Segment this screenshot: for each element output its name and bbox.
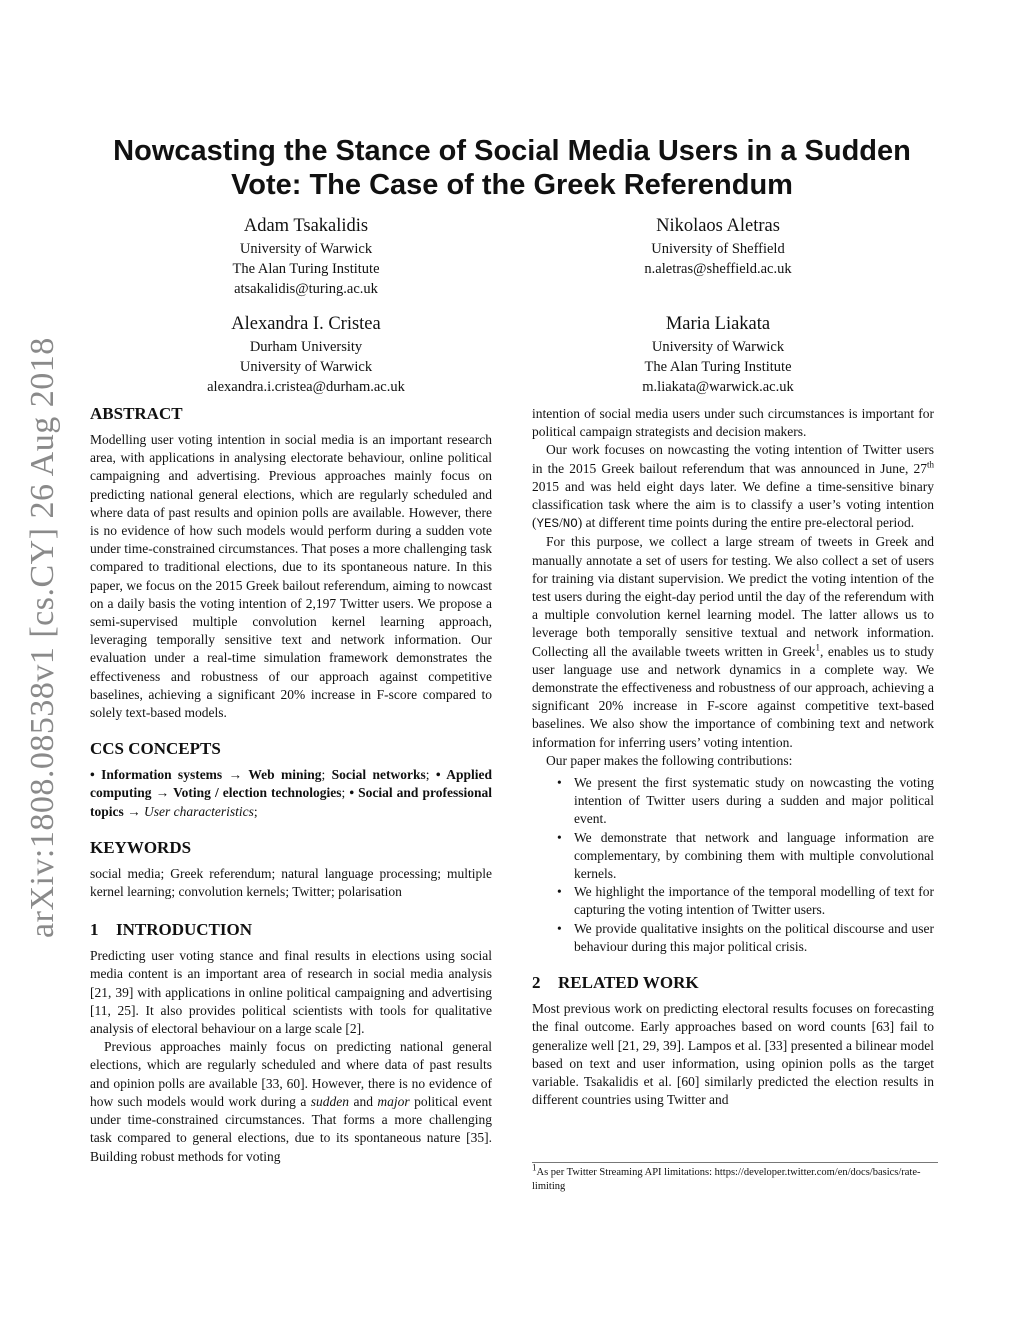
paper-title: Nowcasting the Stance of Social Media Users in a Sudden Vote: The Case of the Greek Referendum <box>113 135 911 201</box>
author-affiliation: University of Warwick <box>651 339 785 355</box>
intro-paragraph: Predicting user voting stance and final results in elections using social media content is an important area of research in social media analysis [21, 39] with applications in online political campaigning and advertising [11, 25]. It also provides political scientists with tools for qualitative analysis of electoral behaviour on a large scale [2]. <box>90 948 492 1037</box>
intro-paragraph: For this purpose, we collect a large stream of tweets in Greek and manually annotate a set of users for testing. We also collect a set of users for training via distant supervision. We predict the voting intention of the test users during the eight-day period until the day of the referendum with a multiple convolution kernel learning model. The latter allows us to leverage both temporally sensitive textual and network information. Collecting all the available tweets written in Greek$^1$, enables us to study user language use and network dynamics in a complete way. We demonstrate the effectiveness and robustness of our approach, achieving a significant 20% increase in F-score against competitive text-based baselines. We also show the importance of combining text and network information for inferring users’ voting intention. <box>532 534 934 750</box>
abstract-text: Modelling user voting intention in social media is an important research area, with applications in analysing electorate behaviour, online political campaigning and advertising. Previous approaches mainly focus on predicting national general elections, which are regularly scheduled and where data of past results and opinion polls are available. However, there is no evidence of how such models would perform during a sudden vote under time-constrained circumstances. That poses a more challenging task compared to traditional elections, due to its spontaneous nature. In this paper, we focus on the 2015 Greek bailout referendum, aiming to nowcast on a daily basis the voting intention of 2,197 Twitter users. We propose a semi-supervised multiple convolution kernel learning approach, leveraging temporally sensitive text and network information. Our evaluation under a real-time simulation framework demonstrates the effectiveness and robustness of our approach against competitive baselines, achieving a significant 20% increase in F-score compared to solely text-based models. <box>90 432 492 721</box>
author-email: alexandra.i.cristea@durham.ac.uk <box>207 379 405 395</box>
footnote: $^1$As per Twitter Streaming API limitations: https://developer.twitter.com/en/docs/basics/rate-limiting <box>532 1162 938 1194</box>
author-affiliation: University of Warwick <box>239 359 373 375</box>
arxiv-stamp: arXiv:1808.08538v1 [cs.CY] 26 Aug 2018 <box>24 337 61 938</box>
ccs-heading: CCS CONCEPTS <box>90 739 221 759</box>
author-affiliation: Durham University <box>249 339 363 355</box>
author-block <box>146 214 466 299</box>
author-email: n.aletras@sheffield.ac.uk <box>644 261 792 277</box>
list-item: • We provide qualitative insights on the political discourse and user behaviour during this major political crisis. <box>574 920 934 956</box>
contributions-list <box>532 774 934 956</box>
list-item: • We present the first systematic study on nowcasting the voting intention of Twitter users during a sudden and major political event. <box>574 774 934 829</box>
author-name: Maria Liakata <box>665 314 771 334</box>
related-heading: 2 RELATED WORK <box>532 973 699 993</box>
author-email: atsakalidis@turing.ac.uk <box>234 281 378 297</box>
author-block <box>558 312 878 397</box>
contributions-intro: Our paper makes the following contributions: <box>546 752 793 768</box>
author-block <box>558 214 878 279</box>
intro-paragraph: Our work focuses on nowcasting the voting intention of Twitter users in the 2015 Greek bailout referendum that was announced in June, 27th 2015 and was held eight days later. We define a time-sensitive binary classification task where the aim is to classify a user’s voting intention (YES/NO) at different time points during the entire pre-electoral period. <box>532 442 934 532</box>
intro-paragraph: intention of social media users under such circumstances is important for political campaign strategists and decision makers. <box>532 406 934 440</box>
left-column <box>90 403 492 1166</box>
right-column <box>532 405 934 1109</box>
keywords-text: social media; Greek referendum; natural language processing; multiple kernel learning; convolution kernels; Twitter; polarisation <box>90 865 492 900</box>
author-affiliation: The Alan Turing Institute <box>232 261 380 277</box>
author-email: m.liakata@warwick.ac.uk <box>642 379 794 395</box>
author-affiliation: University of Warwick <box>239 241 373 257</box>
related-paragraph: Most previous work on predicting electoral results focuses on forecasting the final outcome. Early approaches based on word counts [63] fail to generalize well [21, 29, 39]. Lampos et al. [33] presented a bilinear model based on text and user information, using opinion polls as the target variable. Tsakalidis et al. [60] similarly predicted the election results in different countries using Twitter and <box>532 1001 934 1108</box>
list-item: • We highlight the importance of the temporal modelling of text for capturing the voting intention of Twitter users. <box>574 883 934 919</box>
author-name: Nikolaos Aletras <box>656 216 780 236</box>
intro-paragraph: Previous approaches mainly focus on predicting national general elections, which are regularly scheduled and where data of past results and opinion polls are available [33, 60]. However, there is no evidence of how such models would work during a sudden and major political event under time-constrained circumstances. That forms a more challenging task compared to general elections, due to its spontaneous nature [35]. Building robust methods for voting <box>90 1039 492 1164</box>
author-affiliation: University of Sheffield <box>651 241 785 257</box>
author-block <box>146 312 466 397</box>
author-affiliation: The Alan Turing Institute <box>644 359 792 375</box>
author-name: Adam Tsakalidis <box>243 216 369 236</box>
author-name: Alexandra I. Cristea <box>231 314 381 334</box>
intro-heading: 1 INTRODUCTION <box>90 920 253 940</box>
ccs-text: • Information systems → Web mining; Social networks; • Applied computing → Voting / election technologies; • Social and professional topics → User characteristics; <box>90 767 492 819</box>
list-item: • We demonstrate that network and language information are complementary, by combining them with multiple convolutional kernels. <box>574 829 934 884</box>
abstract-heading: ABSTRACT <box>90 404 183 423</box>
keywords-heading: KEYWORDS <box>90 837 192 857</box>
